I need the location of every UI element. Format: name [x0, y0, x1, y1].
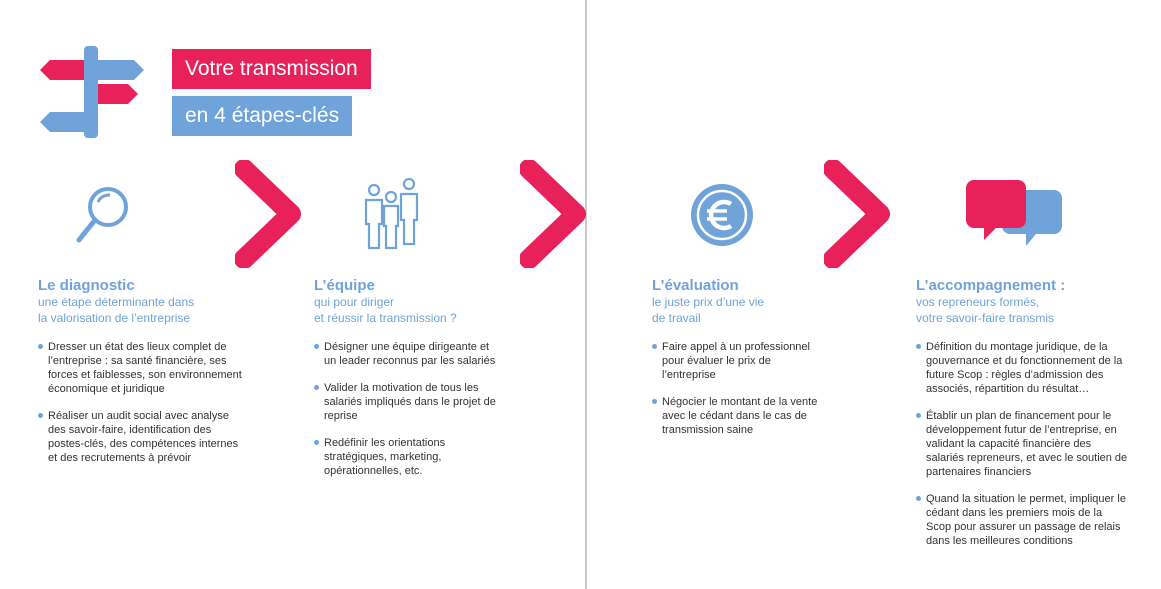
step-equipe — [314, 277, 499, 491]
step-title: Le diagnostic — [38, 277, 135, 294]
page-divider — [585, 0, 587, 589]
bullet-item: Réaliser un audit social avec analyse des savoir-faire, identification des postes-clés, des compétences internes et des recrutements à prévoir — [38, 409, 243, 465]
bullet-item: Définition du montage juridique, de la gouvernance et du fonctionnement de la future Scop : règles d’admission des associés, répartition du résultat… — [916, 340, 1128, 396]
signpost-icon — [38, 46, 148, 141]
step-title: L’évaluation — [652, 277, 739, 294]
bullet-item: Dresser un état des lieux complet de l’entreprise : sa santé financière, ses forces et faiblesses, son environnement économique et juridique — [38, 340, 243, 396]
chevron-right-icon — [520, 160, 586, 268]
step-subtitle-line: vos repreneurs formés, — [916, 295, 1040, 309]
speech-bubbles-icon — [964, 178, 1064, 250]
step-subtitle-line: de travail — [652, 311, 701, 325]
bullet-item: Établir un plan de financement pour le développement futur de l’entreprise, en validant la capacité financière des salariés repreneurs, et avec le soutien de partenaires financiers — [916, 409, 1128, 479]
bullet-item: Quand la situation le permet, impliquer le cédant dans les premiers mois de la Scop pour assurer un passage de relais dans les meilleures conditions — [916, 492, 1128, 548]
step-bullet-list — [916, 340, 1128, 548]
bullet-item: Valider la motivation de tous les salariés impliqués dans le projet de reprise — [314, 381, 499, 423]
step-bullet-list — [38, 340, 243, 465]
step-title: L’équipe — [314, 277, 375, 294]
step-title: L’accompagnement : — [916, 277, 1066, 294]
bullet-item: Désigner une équipe dirigeante et un leader reconnus par les salariés — [314, 340, 499, 368]
step-subtitle-line: votre savoir-faire transmis — [916, 311, 1055, 325]
step-accompagnement — [916, 277, 1128, 561]
team-icon — [362, 178, 424, 250]
chevron-right-icon — [824, 160, 890, 268]
title-line-1: Votre transmission — [172, 49, 371, 89]
bullet-item: Redéfinir les orientations stratégiques, marketing, opérationnelles, etc. — [314, 436, 499, 478]
step-subtitle-line: la valorisation de l’entreprise — [38, 311, 191, 325]
step-subtitle-line: une étape déterminante dans — [38, 295, 195, 309]
step-subtitle-line: le juste prix d’une vie — [652, 295, 765, 309]
step-bullet-list — [652, 340, 824, 437]
magnifier-icon — [76, 184, 136, 244]
step-diagnostic — [38, 277, 243, 478]
step-subtitle-line: qui pour diriger — [314, 295, 395, 309]
bullet-item: Négocier le montant de la vente avec le cédant dans le cas de transmission saine — [652, 395, 824, 437]
chevron-right-icon — [235, 160, 301, 268]
step-evaluation — [652, 277, 824, 450]
step-subtitle-line: et réussir la transmission ? — [314, 311, 457, 325]
bullet-item: Faire appel à un professionnel pour évaluer le prix de l’entreprise — [652, 340, 824, 382]
step-bullet-list — [314, 340, 499, 478]
title-line-2: en 4 étapes-clés — [172, 96, 352, 136]
euro-icon — [690, 183, 754, 247]
